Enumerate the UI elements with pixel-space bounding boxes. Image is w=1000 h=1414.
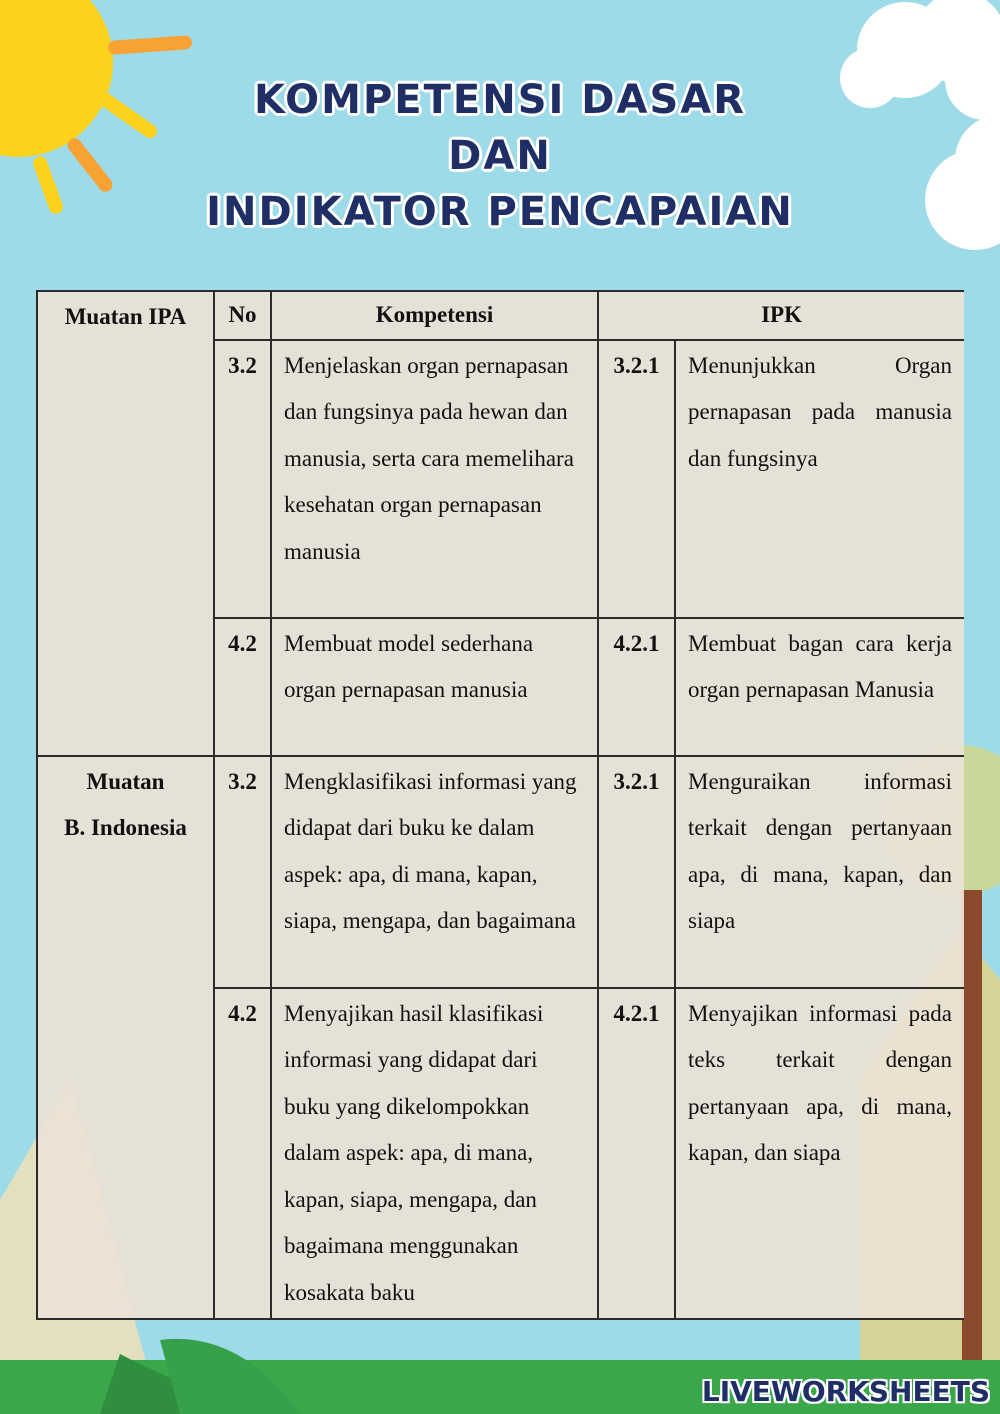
table-row	[37, 756, 964, 988]
page-title	[0, 72, 1000, 240]
muatan-cell	[37, 756, 214, 1320]
ipk-number: 4.2.1	[598, 988, 675, 1320]
kd-text: Membuat model sederhana organ pernapasan manusia	[271, 618, 598, 756]
title-line-3: INDIKATOR PENCAPAIAN	[206, 189, 794, 235]
table-header-row	[37, 291, 964, 340]
kd-number: 4.2	[214, 988, 271, 1320]
header-kompetensi: Kompetensi	[271, 291, 598, 340]
muatan-label: Muatan IPA	[64, 304, 187, 329]
kd-text: Mengklasifikasi informasi yang didapat dari buku ke dalam aspek: apa, di mana, kapan, siapa, mengapa, dan bagaimana	[271, 756, 598, 988]
competency-table	[36, 290, 964, 1320]
kd-number: 3.2	[214, 756, 271, 988]
title-line-1: KOMPETENSI DASAR	[253, 77, 747, 123]
title-line-2: DAN	[448, 133, 552, 179]
ipk-number: 3.2.1	[598, 756, 675, 988]
kd-text: Menyajikan hasil klasifikasi informasi yang didapat dari buku yang dikelompokkan dalam aspek: apa, di mana, kapan, siapa, mengapa, dan bagaimana menggunakan kosakata baku	[271, 988, 598, 1320]
ipk-text: Menyajikan informasi pada teks terkait dengan pertanyaan apa, di mana, kapan, dan siapa	[675, 988, 964, 1320]
muatan-label-line-2: B. Indonesia	[64, 815, 187, 840]
header-ipk: IPK	[598, 291, 964, 340]
liveworksheets-logo: LIVEWORKSHEETS	[701, 1375, 990, 1408]
ipk-text: Membuat bagan cara kerja organ pernapasan Manusia	[675, 618, 964, 756]
header-no: No	[214, 291, 271, 340]
muatan-header-cell	[37, 291, 214, 756]
muatan-label-line-1: Muatan	[86, 768, 165, 794]
ipk-number: 4.2.1	[598, 618, 675, 756]
kd-text: Menjelaskan organ pernapasan dan fungsinya pada hewan dan manusia, serta cara memelihara kesehatan organ pernapasan manusia	[271, 340, 598, 618]
ipk-number: 3.2.1	[598, 340, 675, 618]
kd-number: 4.2	[214, 618, 271, 756]
ipk-text: Menunjukkan Organ pernapasan pada manusia dan fungsinya	[675, 340, 964, 618]
competency-table-container	[36, 290, 964, 1354]
ipk-text: Menguraikan informasi terkait dengan pertanyaan apa, di mana, kapan, dan siapa	[675, 756, 964, 988]
kd-number: 3.2	[214, 340, 271, 618]
